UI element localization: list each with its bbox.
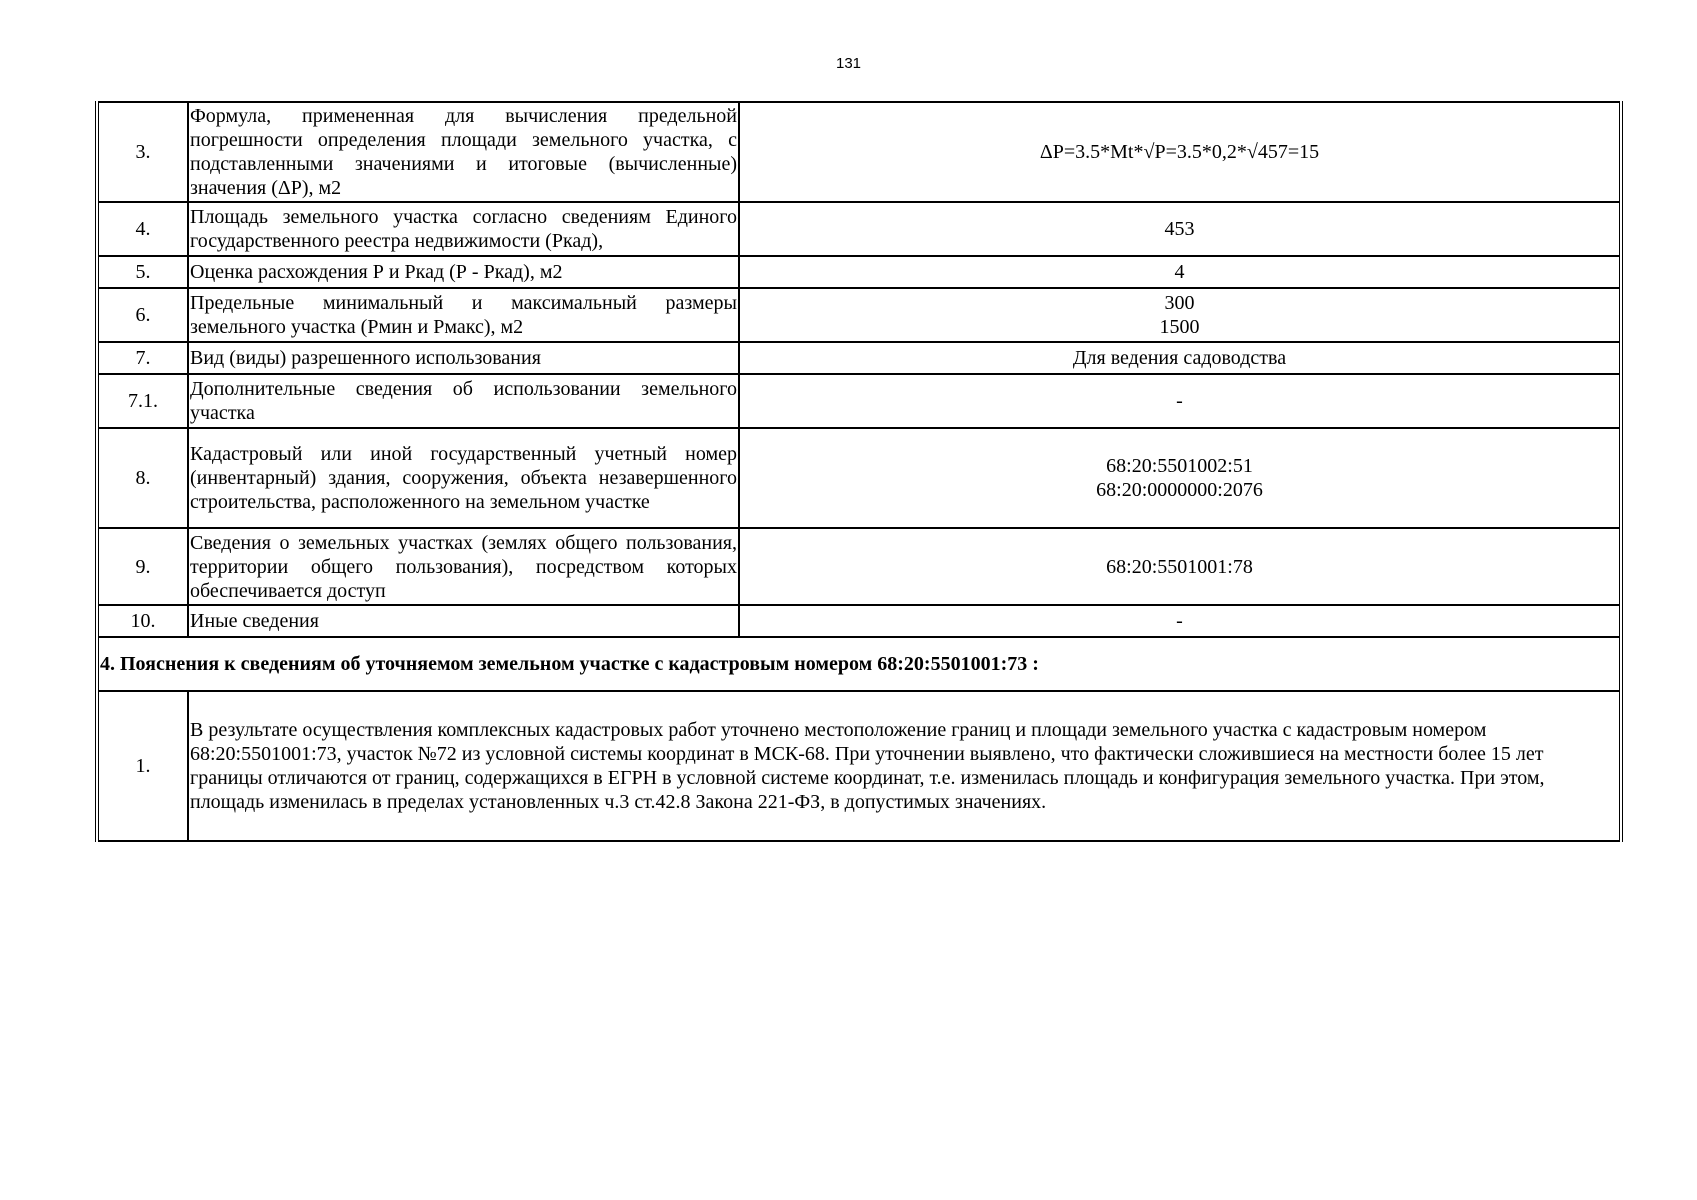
- table-row: [97, 605, 1621, 637]
- cadastral-info-table: [95, 101, 1623, 842]
- row-number: 1.: [97, 691, 188, 841]
- table-row: [97, 202, 1621, 256]
- row-number: 5.: [97, 256, 188, 288]
- row-value: 453: [739, 202, 1621, 256]
- row-number: 7.1.: [97, 374, 188, 428]
- row-label: Оценка расхождения Р и Ркад (Р - Ркад), м2: [188, 256, 739, 288]
- row-number: 8.: [97, 428, 188, 528]
- table-row: [97, 342, 1621, 374]
- row-label: Кадастровый или иной государственный учетный номер (инвентарный) здания, сооружения, объекта незавершенного строительства, расположенного на земельном участке: [188, 428, 739, 528]
- row-value: 300 1500: [739, 288, 1621, 342]
- row-label: Дополнительные сведения об использовании земельного участка: [188, 374, 739, 428]
- row-label: Площадь земельного участка согласно сведениям Единого государственного реестра недвижимости (Ркад),: [188, 202, 739, 256]
- row-value: ΔР=3.5*Mt*√Р=3.5*0,2*√457=15: [739, 102, 1621, 202]
- row-number: 9.: [97, 528, 188, 605]
- section-title: 4. Пояснения к сведениям об уточняемом земельном участке с кадастровым номером 68:20:5501001:73 :: [97, 637, 1621, 691]
- table-row: [97, 288, 1621, 342]
- row-label: Предельные минимальный и максимальный размеры земельного участка (Рмин и Рмакс), м2: [188, 288, 739, 342]
- table-row: [97, 691, 1621, 841]
- page-number: 131: [835, 55, 862, 72]
- table-row: [97, 528, 1621, 605]
- row-value: 68:20:5501002:51 68:20:0000000:2076: [739, 428, 1621, 528]
- row-number: 6.: [97, 288, 188, 342]
- row-number: 3.: [97, 102, 188, 202]
- row-label: Вид (виды) разрешенного использования: [188, 342, 739, 374]
- row-value: 68:20:5501001:78: [739, 528, 1621, 605]
- table-row: [97, 102, 1621, 202]
- table-row: [97, 256, 1621, 288]
- row-value: Для ведения садоводства: [739, 342, 1621, 374]
- row-value: -: [739, 605, 1621, 637]
- row-label: Иные сведения: [188, 605, 739, 637]
- table-row: [97, 374, 1621, 428]
- row-number: 7.: [97, 342, 188, 374]
- row-number: 4.: [97, 202, 188, 256]
- row-label: Сведения о земельных участках (землях общего пользования, территории общего пользования), посредством которых обеспечивается доступ: [188, 528, 739, 605]
- row-label: Формула, примененная для вычисления предельной погрешности определения площади земельного участка, с подставленными значениями и итоговые (вычисленные) значения (ΔР), м2: [188, 102, 739, 202]
- row-value: -: [739, 374, 1621, 428]
- table-row: [97, 428, 1621, 528]
- section-header-row: [97, 637, 1621, 691]
- row-number: 10.: [97, 605, 188, 637]
- row-value: 4: [739, 256, 1621, 288]
- explanation-text: В результате осуществления комплексных кадастровых работ уточнено местоположение границ и площади земельного участка с кадастровым номером 68:20:5501001:73, участок №72 из условной системы координат в МСК-68. При уточнении выявлено, что фактически сложившиеся на местности более 15 лет границы отличаются от границ, содержащихся в ЕГРН в условной системе координат, т.е. изменилась площадь и конфигурация земельного участка. При этом, площадь изменилась в пределах установленных ч.3 ст.42.8 Закона 221-ФЗ, в допустимых значениях.: [188, 691, 1621, 841]
